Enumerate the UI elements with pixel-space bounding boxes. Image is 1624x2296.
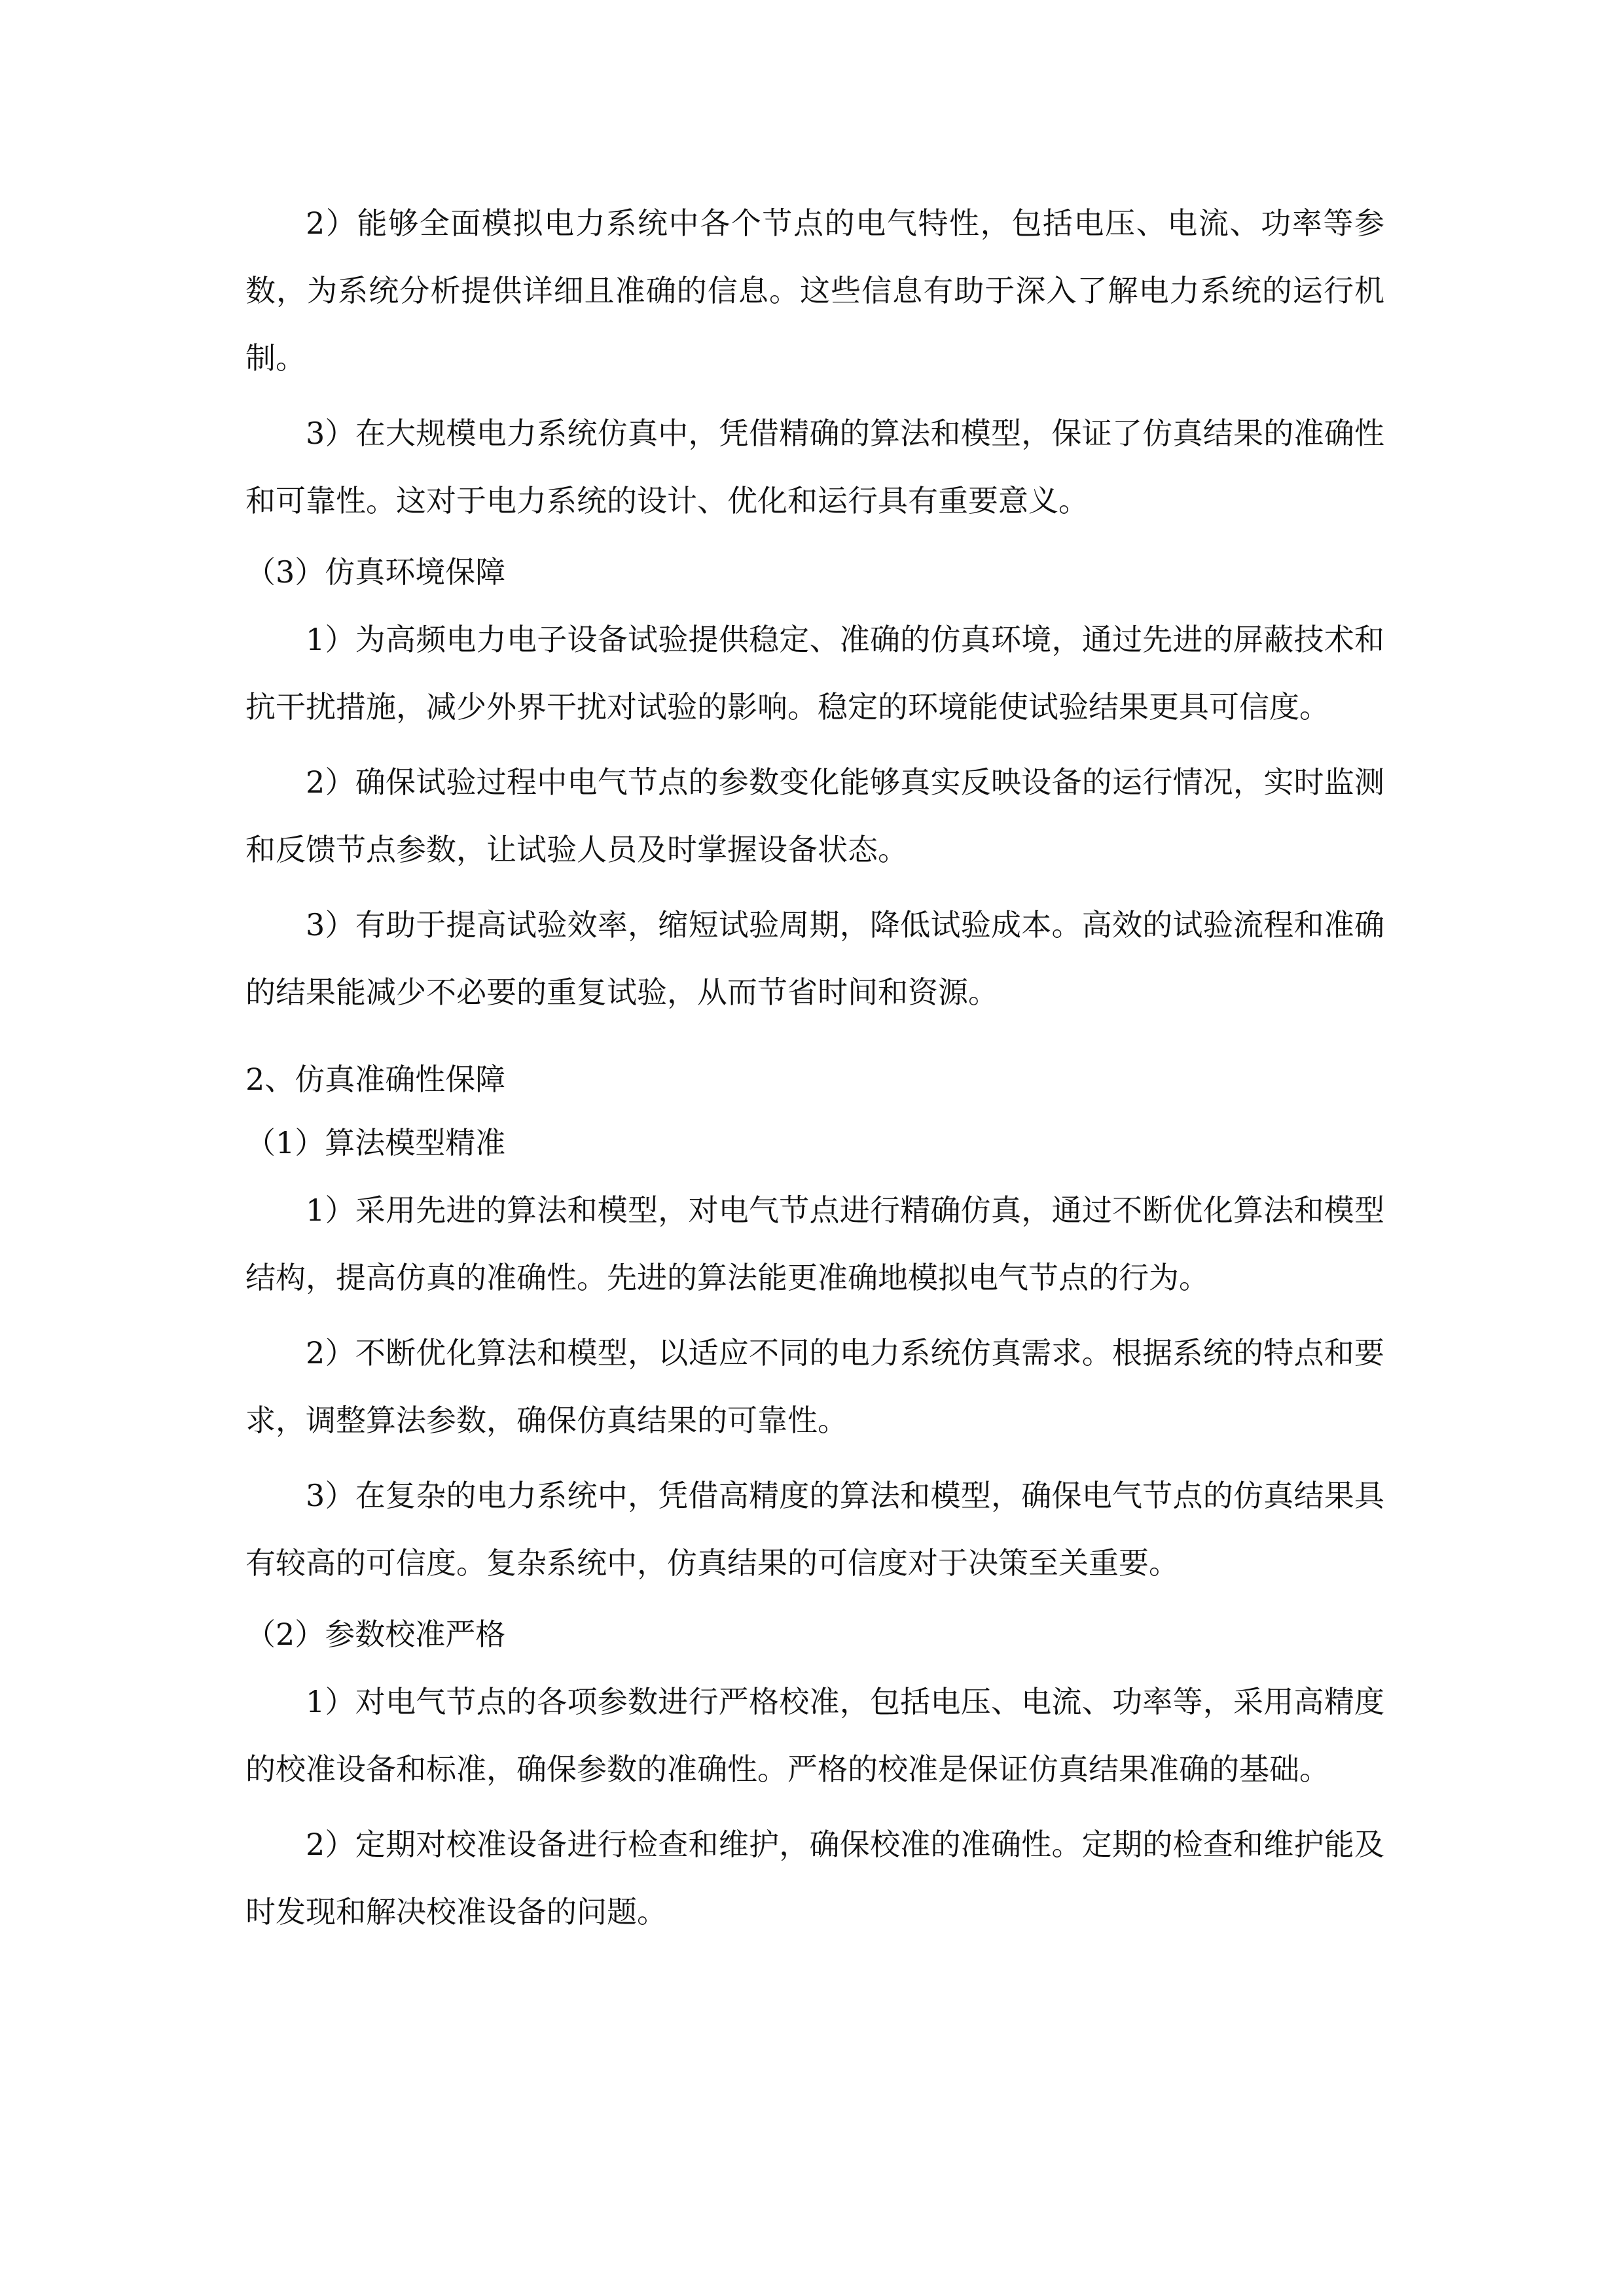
subsection-heading: （3）仿真环境保障 [245,554,506,590]
subsection-heading: （2）参数校准严格 [245,1617,506,1652]
paragraph: 3）有助于提高试验效率，缩短试验周期，降低试验成本。高效的试验流程和准确的结果能减少不必要的重复试验，从而节省时间和资源。 [245,907,1384,1010]
section-heading: 2、仿真准确性保障 [245,1062,506,1097]
paragraph: 2）定期对校准设备进行检查和维护，确保校准的准确性。定期的检查和维护能及时发现和解决校准设备的问题。 [245,1827,1384,1929]
paragraph: 1）采用先进的算法和模型，对电气节点进行精确仿真，通过不断优化算法和模型结构，提高仿真的准确性。先进的算法能更准确地模拟电气节点的行为。 [245,1193,1384,1295]
paragraph: 1）对电气节点的各项参数进行严格校准，包括电压、电流、功率等，采用高精度的校准设备和标准，确保参数的准确性。严格的校准是保证仿真结果准确的基础。 [245,1684,1384,1787]
paragraph: 2）能够全面模拟电力系统中各个节点的电气特性，包括电压、电流、功率等参数，为系统分析提供详细且准确的信息。这些信息有助于深入了解电力系统的运行机制。 [245,206,1384,376]
paragraph: 3）在大规模电力系统仿真中，凭借精确的算法和模型，保证了仿真结果的准确性和可靠性。这对于电力系统的设计、优化和运行具有重要意义。 [245,416,1384,518]
subsection-heading: （1）算法模型精准 [245,1125,506,1160]
paragraph: 3）在复杂的电力系统中，凭借高精度的算法和模型，确保电气节点的仿真结果具有较高的可信度。复杂系统中，仿真结果的可信度对于决策至关重要。 [245,1478,1384,1581]
document-page [245,190,1384,1946]
paragraph: 1）为高频电力电子设备试验提供稳定、准确的仿真环境，通过先进的屏蔽技术和抗干扰措施，减少外界干扰对试验的影响。稳定的环境能使试验结果更具可信度。 [245,622,1384,725]
paragraph: 2）不断优化算法和模型，以适应不同的电力系统仿真需求。根据系统的特点和要求，调整算法参数，确保仿真结果的可靠性。 [245,1335,1384,1438]
paragraph: 2）确保试验过程中电气节点的参数变化能够真实反映设备的运行情况，实时监测和反馈节点参数，让试验人员及时掌握设备状态。 [245,764,1384,867]
